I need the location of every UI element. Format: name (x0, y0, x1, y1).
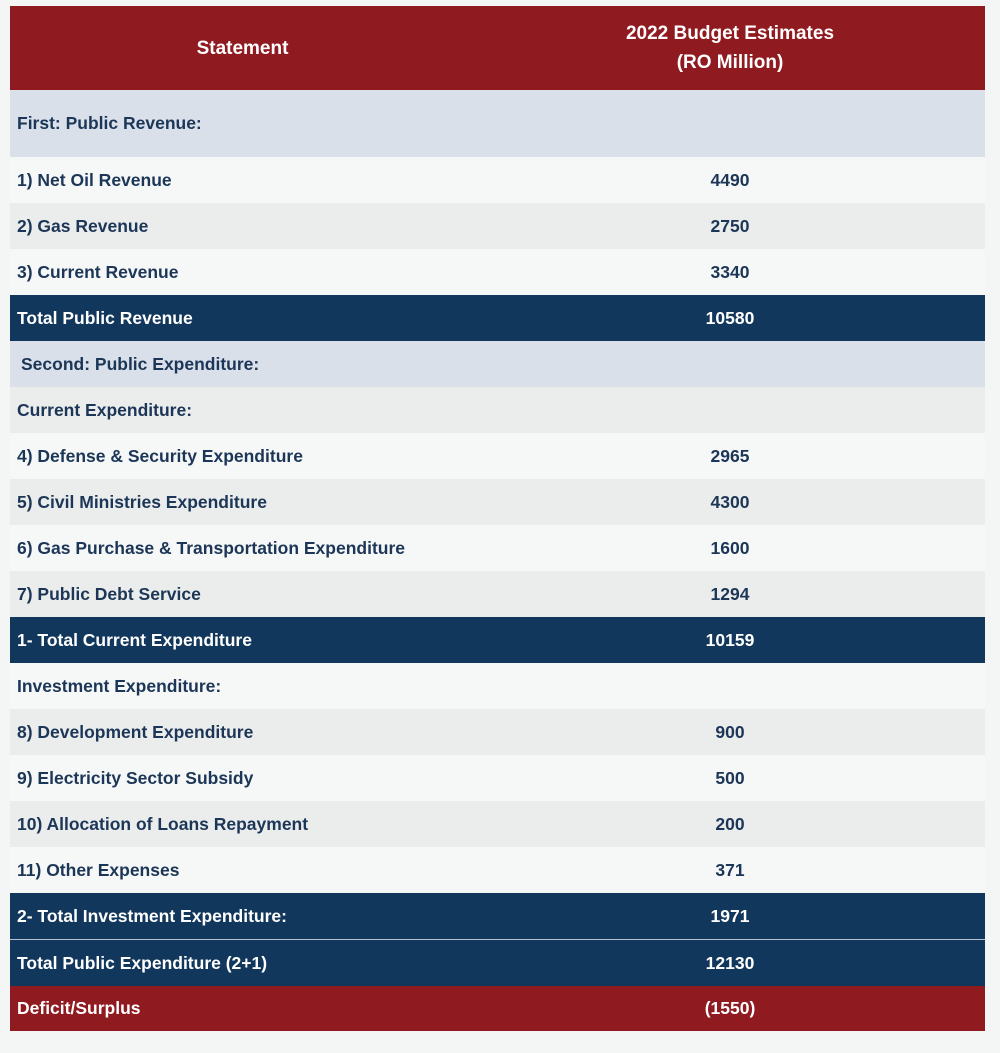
statement-column-header: Statement (10, 6, 475, 90)
row-label: Second: Public Expenditure: (10, 341, 475, 387)
table-row (10, 571, 985, 617)
table-row (10, 847, 985, 893)
total-row-current-expenditure (10, 617, 985, 663)
row-value: 371 (475, 847, 985, 893)
table-row (10, 249, 985, 295)
row-label: Total Public Expenditure (2+1) (10, 940, 475, 987)
estimates-header-line1: 2022 Budget Estimates (625, 23, 835, 44)
row-label: Current Expenditure: (10, 387, 475, 433)
row-value (475, 663, 985, 709)
row-label: 1- Total Current Expenditure (10, 617, 475, 663)
table-row (10, 801, 985, 847)
row-label: 3) Current Revenue (10, 249, 475, 295)
row-value: 4300 (475, 479, 985, 525)
row-value: 500 (475, 755, 985, 801)
row-value (475, 341, 985, 387)
table-row (10, 755, 985, 801)
row-value: 1600 (475, 525, 985, 571)
row-value: (1550) (475, 986, 985, 1031)
row-value: 1971 (475, 893, 985, 940)
table-row (10, 433, 985, 479)
row-value: 900 (475, 709, 985, 755)
total-row-public-expenditure (10, 940, 985, 987)
row-value: 12130 (475, 940, 985, 987)
estimates-header-line2: (RO Million) (676, 52, 784, 73)
table-header-row (10, 6, 985, 90)
table-row (10, 203, 985, 249)
budget-table (10, 6, 985, 1031)
section-row-public-expenditure (10, 341, 985, 387)
subsection-row-investment-expenditure (10, 663, 985, 709)
table-row (10, 157, 985, 203)
row-value: 3340 (475, 249, 985, 295)
row-label: Investment Expenditure: (10, 663, 475, 709)
row-label: 2) Gas Revenue (10, 203, 475, 249)
row-label: 11) Other Expenses (10, 847, 475, 893)
row-label: 7) Public Debt Service (10, 571, 475, 617)
row-label: First: Public Revenue: (10, 90, 475, 157)
section-row-public-revenue (10, 90, 985, 157)
total-row-public-revenue (10, 295, 985, 341)
row-label: 8) Development Expenditure (10, 709, 475, 755)
row-label: 2- Total Investment Expenditure: (10, 893, 475, 940)
row-label: 10) Allocation of Loans Repayment (10, 801, 475, 847)
row-value (475, 387, 985, 433)
subsection-row-current-expenditure (10, 387, 985, 433)
row-value (475, 90, 985, 157)
row-value: 200 (475, 801, 985, 847)
deficit-surplus-row (10, 986, 985, 1031)
row-value: 2965 (475, 433, 985, 479)
row-label: 9) Electricity Sector Subsidy (10, 755, 475, 801)
row-label: 6) Gas Purchase & Transportation Expenditure (10, 525, 475, 571)
row-label: Total Public Revenue (10, 295, 475, 341)
row-value: 10159 (475, 617, 985, 663)
row-value: 1294 (475, 571, 985, 617)
estimates-column-header (475, 6, 985, 90)
row-value: 2750 (475, 203, 985, 249)
row-value: 4490 (475, 157, 985, 203)
row-label: 1) Net Oil Revenue (10, 157, 475, 203)
total-row-investment-expenditure (10, 893, 985, 940)
row-value: 10580 (475, 295, 985, 341)
row-label: 4) Defense & Security Expenditure (10, 433, 475, 479)
table-row (10, 525, 985, 571)
table-row (10, 709, 985, 755)
table-row (10, 479, 985, 525)
row-label: 5) Civil Ministries Expenditure (10, 479, 475, 525)
row-label: Deficit/Surplus (10, 986, 475, 1031)
